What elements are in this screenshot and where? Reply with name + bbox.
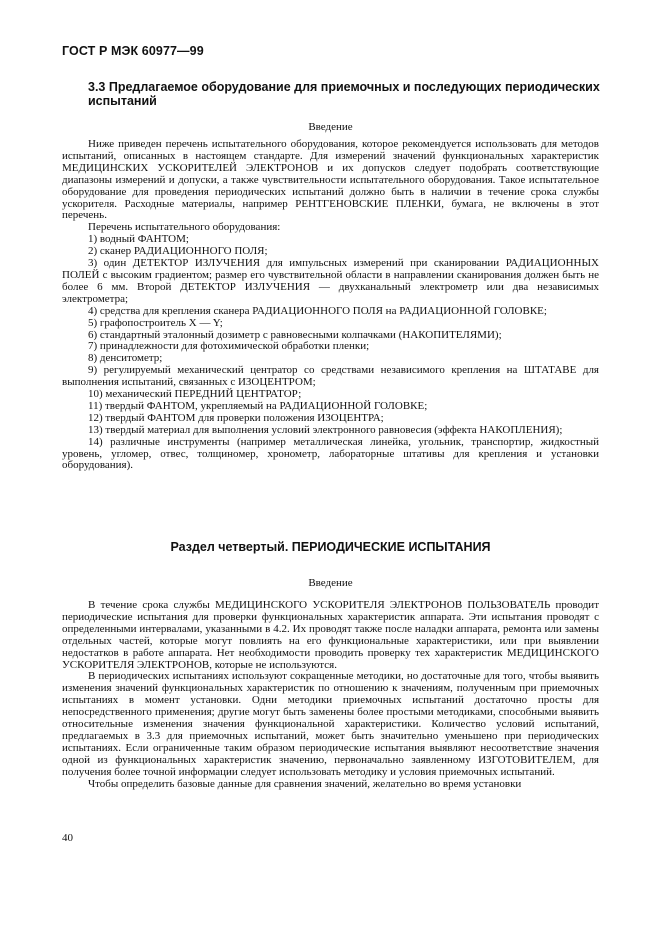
list-item: 11) твердый ФАНТОМ, укрепляемый на РАДИАЦИОННОЙ ГОЛОВКЕ; bbox=[88, 399, 428, 412]
list-item: 1) водный ФАНТОМ; bbox=[88, 233, 189, 246]
list-item: 3) один ДЕТЕКТОР ИЗЛУЧЕНИЯ для импульсных измерений при сканировании РАДИАЦИОННЫХ ПОЛЕЙ с высоким градиентом; размер его чувствительной области в направлении сканирования должен быть не более 6 мм. Второй ДЕТЕКТОР ИЗЛУЧЕНИЯ — двухканальный электрометр или два независимых электрометра; bbox=[62, 257, 599, 305]
list-intro: Перечень испытательного оборудования: bbox=[88, 221, 281, 234]
page-number: 40 bbox=[62, 832, 73, 844]
intro-paragraph: Ниже приведен перечень испытательного оборудования, которое рекомендуется использовать для методов испытаний, описанных в настоящем стандарте. Для измерений значений функциональных характеристик МЕДИЦИНСКИХ УСКОРИТЕЛЕЙ ЭЛЕКТРОНОВ и их допусков следует подобрать соответствующие диапазоны измерений и допуски, а также чувствительности испытательного оборудования. Такое испытательное оборудование для проведения периодических испытаний должно быть в наличии в течение срока службы ускорителя. Расходные материалы, например РЕНТГЕНОВСКИЕ ПЛЕНКИ, бумага, не включены в этот перечень. bbox=[62, 138, 599, 222]
body-paragraph: В периодических испытаниях используют сокращенные методики, но достаточные для того, чтобы выявить изменения значений функциональных характеристик по отношению к значениям, полученным при приемочных испытаниях в момент установки. Одни методики приемочных испытаний достаточно просты для непосредственного применения; другие могут быть заменены более простыми методиками, способными выявить относительные изменения значения функциональной характеристики. Количество условий испытаний, предлагаемых в 3.3 для приемочных испытаний, может быть значительно уменьшено при периодических испытаниях. Если ограниченные таким образом периодические испытания выявляют несоответствие значения одной из функциональных характеристик значению, первоначально заявленному ИЗГОТОВИТЕЛЕМ, для получения более точной информации следует использовать методику и условия приемочных испытаний. bbox=[62, 670, 599, 778]
list-item: 7) принадлежности для фотохимической обработки пленки; bbox=[88, 340, 370, 353]
list-item: 13) твердый материал для выполнения условий электронного равновесия (эффекта НАКОПЛЕНИЯ); bbox=[88, 423, 563, 436]
chapter-intro-heading: Введение bbox=[308, 577, 353, 589]
equipment-section-body bbox=[62, 139, 599, 472]
list-item: 6) стандартный эталонный дозиметр с равновесными колпачками (НАКОПИТЕЛЯМИ); bbox=[88, 328, 502, 341]
list-item: 2) сканер РАДИАЦИОННОГО ПОЛЯ; bbox=[88, 245, 268, 258]
section-title: 3.3 Предлагаемое оборудование для приемочных и последующих периодических испытаний bbox=[88, 80, 600, 108]
list-item: 4) средства для крепления сканера РАДИАЦИОННОГО ПОЛЯ на РАДИАЦИОННОЙ ГОЛОВКЕ; bbox=[88, 304, 547, 317]
list-item: 10) механический ПЕРЕДНИЙ ЦЕНТРАТОР; bbox=[88, 388, 302, 401]
list-item: 9) регулируемый механический центратор со средствами независимого крепления на ШТАТАВЕ для выполнения испытаний, связанных с ИЗОЦЕНТРОМ; bbox=[62, 364, 599, 389]
list-item: 5) графопостроитель X — Y; bbox=[88, 316, 223, 329]
body-paragraph: В течение срока службы МЕДИЦИНСКОГО УСКОРИТЕЛЯ ЭЛЕКТРОНОВ ПОЛЬЗОВАТЕЛЬ проводит периодические испытания для проверки функциональных характеристик аппарата. Эти испытания проводят с определенными интервалами, указанными в 4.2. Их проводят также после наладки аппарата, ремонта или замены отдельных частей, которые могут повлиять на его функциональные характеристики, или при выявлении недостатков в работе аппарата. Нет необходимости проводить проверку тех характеристик МЕДИЦИНСКОГО УСКОРИТЕЛЯ ЭЛЕКТРОНОВ, которые не используются. bbox=[62, 599, 599, 671]
standard-header: ГОСТ Р МЭК 60977—99 bbox=[62, 44, 204, 58]
list-item: 8) денситометр; bbox=[88, 352, 163, 365]
section-intro-heading: Введение bbox=[308, 121, 353, 133]
chapter-title: Раздел четвертый. ПЕРИОДИЧЕСКИЕ ИСПЫТАНИЯ bbox=[170, 540, 491, 554]
body-paragraph: Чтобы определить базовые данные для сравнения значений, желательно во время установки bbox=[88, 777, 522, 790]
list-item: 12) твердый ФАНТОМ для проверки положения ИЗОЦЕНТРА; bbox=[88, 411, 384, 424]
periodic-tests-body bbox=[62, 600, 599, 791]
list-item: 14) различные инструменты (например металлическая линейка, угольник, транспортир, жидкостный уровень, угломер, отвес, толщиномер, хронометр, лабораторные штативы для крепления и установки оборудования). bbox=[62, 435, 599, 472]
